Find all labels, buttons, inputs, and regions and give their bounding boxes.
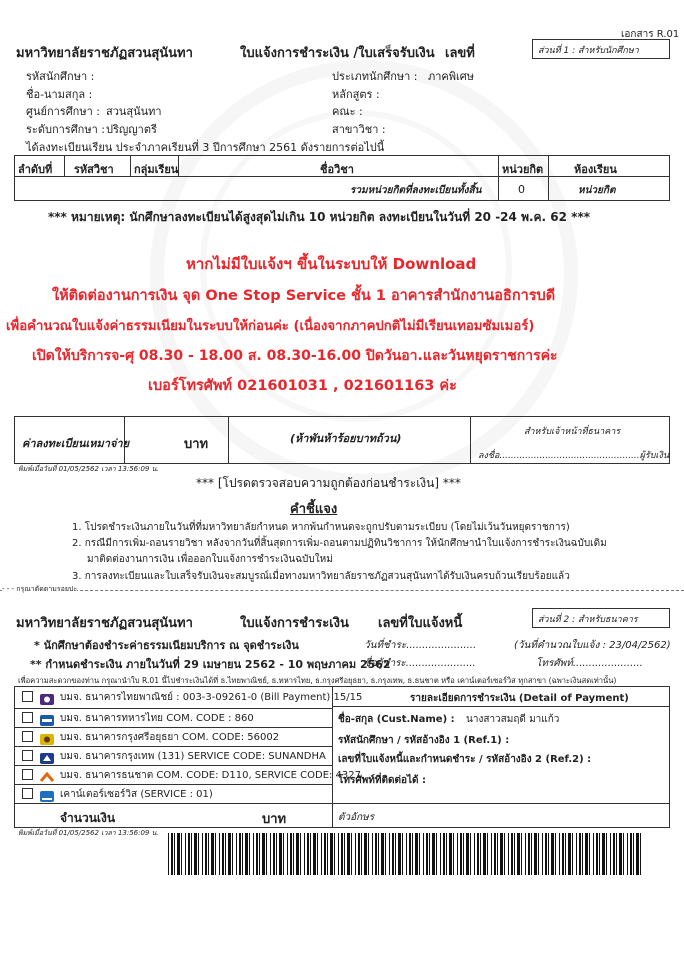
level-value: ปริญญาตรี [106, 123, 157, 136]
col-header-group: กลุ่มเรียน [134, 163, 179, 176]
instruction-1: 1. โปรดชำระเงินภายในวันที่ที่มหาวิทยาลัยกำหนด หากพ้นกำหนดจะถูกปรับตามระเบียบ (โดยไม่เว้นวันหยุดราชการ) [72, 522, 570, 533]
customer-name-value: นางสาวสมฤดี มาแก้ว [466, 714, 560, 725]
bank-officer-label: สำหรับเจ้าหน้าที่ธนาคาร [524, 427, 621, 437]
faculty-label: คณะ : [332, 105, 363, 118]
col-header-subject: ชื่อวิชา [320, 163, 354, 176]
total-credits-unit: หน่วยกิต [578, 185, 616, 196]
col-header-seq: ลำดับที่ [18, 163, 53, 176]
counter-service-checkbox[interactable] [22, 788, 33, 799]
bank-scb-label: บมจ. ธนาคารไทยพาณิชย์ : 003-3-09261-0 (Bill Payment) 15/15 [60, 692, 363, 703]
thanachart-logo-icon [40, 768, 54, 779]
university-name: มหาวิทยาลัยราชภัฏสวนสุนันทา [16, 46, 193, 61]
center-label: ศูนย์การศึกษา : [26, 105, 100, 118]
counter-service-logo-icon [40, 787, 54, 798]
student-id-label: รหัสนักศึกษา : [26, 70, 95, 83]
bank-row-divider [14, 727, 332, 728]
center-value: สวนสุนันทา [106, 105, 162, 118]
col-header-room: ห้องเรียน [574, 163, 617, 176]
payment-col-divider [332, 686, 333, 828]
bay-checkbox[interactable] [22, 731, 33, 742]
instruction-2: 2. กรณีมีการเพิ่ม-ถอนรายวิชา หลังจากวันที่สิ้นสุดการเพิ่ม-ถอนตามปฏิทินวิชาการ ให้นักศึกษานำใบแจ้งการชำระเงินฉบับเดิม [72, 538, 607, 549]
bank-row-divider [14, 765, 332, 766]
bank-krungsri-label: บมจ. ธนาคารกรุงศรีอยุธยา COM. CODE: 56002 [60, 732, 280, 743]
cut-line [0, 590, 684, 591]
cut-label: - - - กรุณาตัดตามรอยปะ [2, 585, 78, 593]
ref2-label: เลขที่ใบแจ้งหนี้และกำหนดชำระ / รหัสอ้างอิง 2 (Ref.2) : [338, 754, 592, 765]
receiver-signature: ลงชื่อ.................................................ผู้รับเงิน [478, 451, 670, 461]
fee-label: ค่าลงทะเบียนเหมาจ่าย [22, 437, 130, 450]
red-notice-line-2: ให้ติดต่องานการเงิน จุด One Stop Service ชั้น 1 อาคารสำนักงานอธิการบดี [52, 288, 556, 304]
col-header-code: รหัสวิชา [74, 163, 114, 176]
part2-university-name: มหาวิทยาลัยราชภัฏสวนสุนันทา [16, 616, 193, 631]
part2-printed-timestamp: พิมพ์เมื่อวันที่ 01/05/2562 เวลา 13:56:09 น. [18, 829, 159, 837]
convenience-note: เพื่อความสะดวกของท่าน กรุณานำใบ R.01 นี้ไปชำระเงินได้ที่ ธ.ไทยพาณิชย์, ธ.ทหารไทย, ธ.กรุงศรีอยุธยา, ธ.กรุงเทพ, ธ.ธนชาต หรือ เคาน์เตอร์เซอร์วิส ทุกสาขา (ฉพาะเงินสดเท่านั้น) [18, 676, 617, 685]
level-label: ระดับการศึกษา : [26, 123, 105, 136]
bank-thanachart-label: บมจ. ธนาคารธนชาต COM. CODE: D110, SERVICE CODE: 4327 [60, 770, 362, 781]
name-label: ชื่อ-นามสกุล : [26, 88, 93, 101]
tmb-checkbox[interactable] [22, 712, 33, 723]
registration-note: *** หมายเหตุ: นักศึกษาลงทะเบียนได้สูงสุดไม่เกิน 10 หน่วยกิต ลงทะเบียนในวันที่ 20 -24 พ.ค. 62 *** [48, 210, 590, 224]
counter-service-label: เคาน์เตอร์เซอร์วิส (SERVICE : 01) [60, 789, 213, 800]
bank-row-divider [14, 746, 332, 747]
pay-date-field: วันที่ชำระ...................... [364, 640, 477, 651]
course-col-divider [130, 155, 131, 177]
calc-date: (วันที่คำนวณใบแจ้ง : 23/04/2562) [514, 640, 671, 651]
amount-in-letters-label: ตัวอักษร [338, 812, 375, 823]
red-notice-line-1: หากไม่มีใบแจ้งฯ ขึ้นในระบบให้ Download [186, 255, 477, 273]
document-code: เอกสาร R.01 [621, 29, 680, 40]
instruction-2-cont: มาติดต่องานการเงิน เพื่อออกใบแจ้งการชำระเงินฉบับใหม่ [87, 554, 333, 565]
payer-phone-field: โทรศัพท์...................... [536, 658, 643, 669]
student-type-label: ประเภทนักศึกษา : [332, 70, 418, 83]
bank-tmb-label: บมจ. ธนาคารทหารไทย COM. CODE : 860 [60, 713, 254, 724]
red-notice-line-5: เบอร์โทรศัพท์ 021601031 , 021601163 ค่ะ [148, 378, 457, 394]
check-note: *** [โปรดตรวจสอบความถูกต้องก่อนชำระเงิน] *** [196, 476, 461, 490]
course-col-divider [548, 155, 549, 201]
invoice-number-label: เลขที่ใบแจ้งหนี้ [378, 616, 463, 631]
bank-bangkok-label: บมจ. ธนาคารกรุงเทพ (131) SERVICE CODE: SUNANDHA [60, 751, 326, 762]
instruction-3: 3. การลงทะเบียนและใบเสร็จรับเงินจะสมบูรณ์เมื่อทางมหาวิทยาลัยราชภัฏสวนสุนันทาได้รับเงินครบถ้วนเรียบร้อยแล้ว [72, 571, 570, 582]
bbl-checkbox[interactable] [22, 750, 33, 761]
contact-phone-label: โทรศัพท์ที่ติดต่อได้ : [338, 775, 426, 786]
part2-title: ใบแจ้งการชำระเงิน [240, 616, 349, 631]
krungsri-logo-icon [40, 730, 54, 741]
printed-timestamp: พิมพ์เมื่อวันที่ 01/05/2562 เวลา 13:56:09 น. [18, 465, 159, 473]
bank-row-divider [14, 708, 332, 709]
scb-checkbox[interactable] [22, 691, 33, 702]
registered-line: ได้ลงทะเบียนเรียน ประจำภาคเรียนที่ 3 ปีการศึกษา 2561 ดังรายการต่อไปนี้ [26, 141, 385, 154]
document-title: ใบแจ้งการชำระเงิน /ใบเสร็จรับเงิน [240, 46, 435, 61]
part1-section-label: ส่วนที่ 1 : สำหรับนักศึกษา [538, 46, 639, 56]
service-fee-note: * นักศึกษาต้องชำระค่าธรรมเนียมบริการ ณ จุดชำระเงิน [34, 639, 299, 652]
course-col-divider [498, 155, 499, 201]
fee-amount-text: (ห้าพันห้าร้อยบาทถ้วน) [290, 432, 402, 445]
part2-section-label: ส่วนที่ 2 : สำหรับธนาคาร [538, 615, 638, 625]
fee-col-divider [228, 416, 229, 464]
customer-name-label: ชื่อ-สกุล (Cust.Name) : [338, 714, 455, 725]
amount-baht: บาท [262, 812, 287, 827]
bank-row-divider [14, 784, 332, 785]
tmb-logo-icon [40, 711, 54, 722]
red-notice-line-4: เปิดให้บริการจ-ศุ 08.30 - 18.00 ส. 08.30-16.00 ปิดวันอา.และวันหยุดราชการค่ะ [32, 348, 558, 364]
red-notice-line-3: เพื่อคำนวณใบแจ้งค่าธรรมเนียมในระบบให้ก่อนค่ะ (เนื่องจากภาคปกติไม่มีเรียนเทอมซัมเมอร์) [6, 319, 535, 334]
fee-col-divider [470, 416, 471, 464]
tbank-checkbox[interactable] [22, 769, 33, 780]
ref1-label: รหัสนักศึกษา / รหัสอ้างอิง 1 (Ref.1) : [338, 735, 510, 746]
payer-name-field: ชื่อผู้ชำระ...................... [364, 658, 476, 669]
payment-barcode [168, 833, 644, 875]
bangkok-bank-logo-icon [40, 749, 54, 760]
payment-detail-title: รายละเอียดการชำระเงิน (Detail of Payment) [410, 693, 629, 704]
amount-label: จำนวนเงิน [60, 811, 116, 825]
program-label: หลักสูตร : [332, 88, 380, 101]
payment-period-note: ** กำหนดชำระเงิน ภายในวันที่ 29 เมษายน 2562 - 10 พฤษภาคม 2562 [30, 658, 391, 671]
fee-baht: บาท [184, 437, 209, 452]
detail-header-divider [332, 706, 670, 707]
course-col-divider [64, 155, 65, 177]
total-credits-label: รวมหน่วยกิตที่ลงทะเบียนทั้งสิ้น [350, 185, 482, 196]
amount-row-divider [14, 803, 670, 804]
instructions-title: คำชี้แจง [290, 502, 338, 517]
total-credits-value: 0 [518, 183, 525, 196]
student-type-value: ภาคพิเศษ [428, 70, 475, 83]
col-header-credits: หน่วยกิต [502, 163, 544, 176]
document-number-label: เลขที่ [445, 46, 475, 61]
major-label: สาขาวิชา : [332, 123, 386, 136]
scb-logo-icon [40, 690, 54, 701]
